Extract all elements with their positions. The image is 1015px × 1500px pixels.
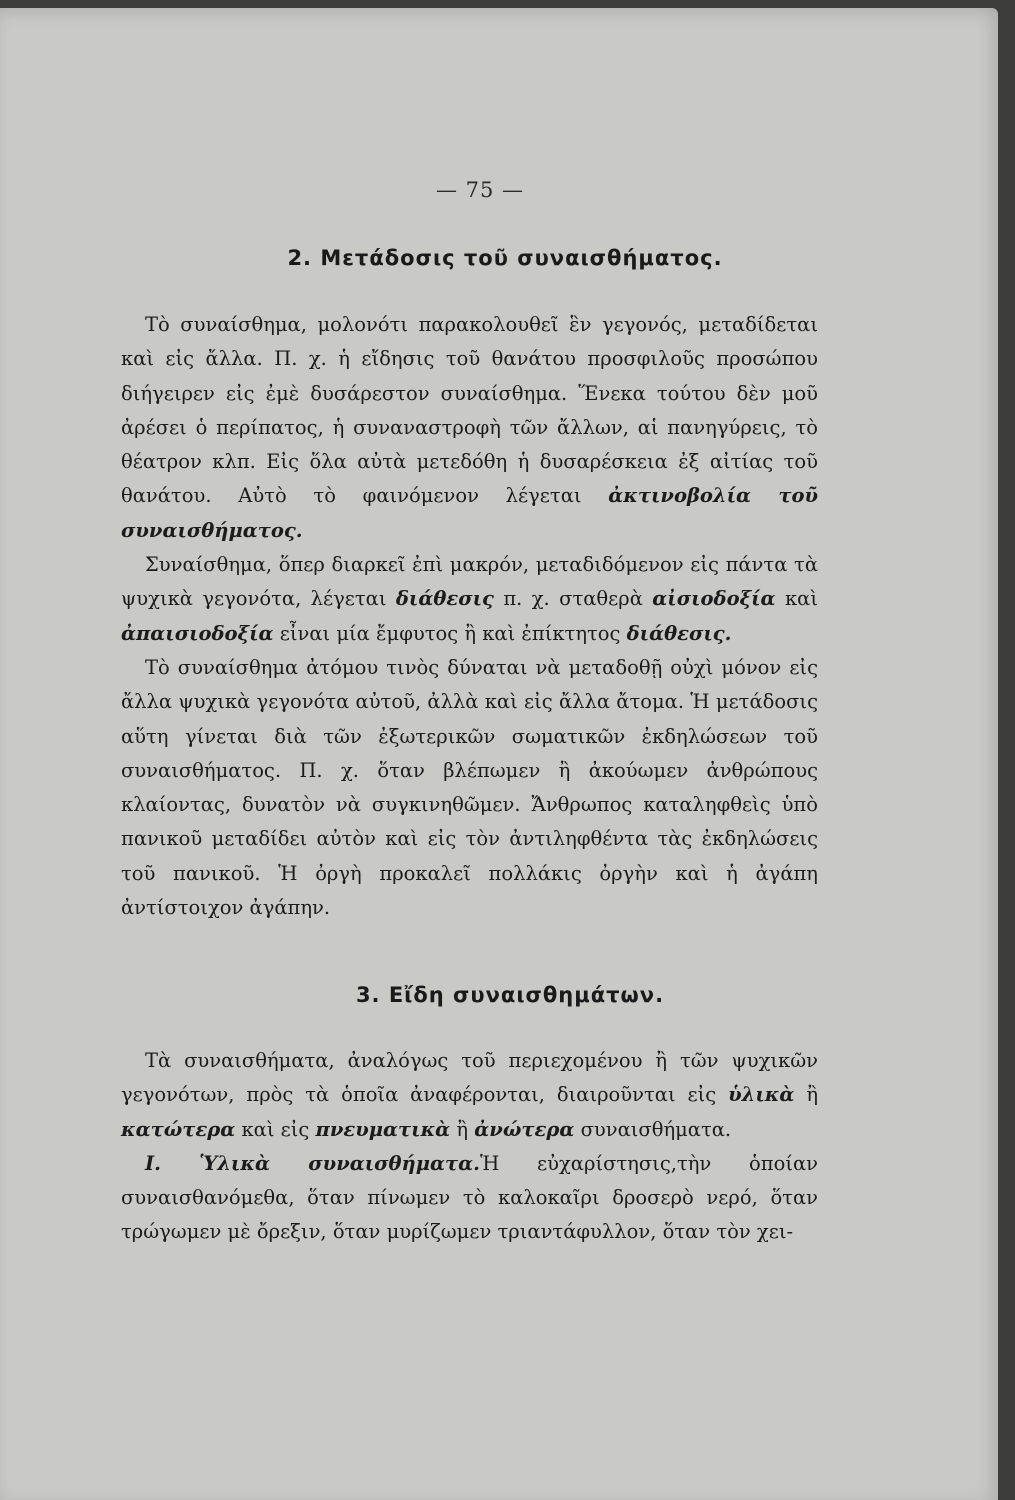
text-span: συναισθήματα. xyxy=(580,1117,732,1141)
paragraph xyxy=(121,308,818,548)
emphasized-term: ἀκτινοβολία τοῦ συναισθήματος. xyxy=(121,484,819,542)
subsection-label: I. Ὑλικὰ συναισθήματα. xyxy=(145,1151,480,1175)
text-span: ἢ xyxy=(456,1117,469,1141)
book-page xyxy=(0,8,998,1500)
paragraph xyxy=(121,1044,818,1147)
emphasized-term: διάθεσις. xyxy=(626,621,732,645)
page-number: — 75 — xyxy=(435,178,525,202)
paragraph: Τὸ συναίσθημα ἀτόμου τινὸς δύναται νὰ μεταδοθῇ οὐχὶ μόνον εἰς ἄλλα ψυχικὰ γεγονότα αὐτοῦ, ἀλλὰ καὶ εἰς ἄλλα ἄτομα. Ἡ μετάδοσις αὕτη γίνεται διὰ τῶν ἐξωτερικῶν σωματικῶν ἐκδηλώσεων τοῦ συναισθήματος. Π. χ. ὅταν βλέπωμεν ἢ ἀκούωμεν ἀνθρώπους κλαίοντας, δυνατὸν νὰ συγκινηθῶμεν. Ἄνθρωπος καταληφθεὶς ὑπὸ πανικοῦ μεταδίδει αὐτὸν καὶ εἰς τὸν ἀντιληφθέντα τὰς ἐκδηλώσεις τοῦ πανικοῦ. Ἡ ὀργὴ προκαλεῖ πολλάκις ὀργὴν καὶ ἡ ἀγάπη ἀντίστοιχον ἀγάπην. xyxy=(121,655,818,920)
text-span: Ἡ εὐχαρίστησις,τὴν ὁποίαν συναισθανόμεθα, ὅταν πίνωμεν τὸ καλοκαῖρι δροσερὸ νερό, ὅταν τρώγωμεν μὲ ὄρεξιν, ὅταν μυρίζωμεν τριαντάφυλλον, ὅταν τὸν χει- xyxy=(121,1151,818,1244)
text-span: εἶναι μία ἔμφυτος ἢ καὶ ἐπίκτητος xyxy=(279,621,621,645)
text-span: Τὰ συναισθήματα, ἀναλόγως τοῦ περιεχομένου ἢ τῶν ψυχικῶν γεγονότων, πρὸς τὰ ὁποῖα ἀναφέρονται, διαιροῦνται εἰς xyxy=(121,1049,818,1107)
paragraph xyxy=(121,1147,818,1250)
text-span: Συναίσθημα, ὅπερ διαρκεῖ ἐπὶ μακρόν, μεταδιδόμενον εἰς πάντα τὰ ψυχικὰ γεγονότα, λέγεται xyxy=(121,553,818,611)
emphasized-term: ἀπαισιοδοξία xyxy=(121,621,274,645)
emphasized-term: αἰσιοδοξία xyxy=(652,587,776,611)
emphasized-term: ἀνώτερα xyxy=(474,1117,575,1141)
section-3-body xyxy=(121,1044,818,1250)
emphasized-term: πνευματικὰ xyxy=(315,1117,451,1141)
emphasized-term: ὑλικὰ xyxy=(728,1083,795,1107)
section-2-heading: 2. Μετάδοσις τοῦ συναισθήματος. xyxy=(287,246,723,270)
emphasized-term: κατώτερα xyxy=(121,1117,236,1141)
text-span: π. χ. σταθερὰ xyxy=(503,587,643,611)
section-2-body xyxy=(121,308,818,925)
paragraph xyxy=(121,548,818,651)
section-3-heading: 3. Εἴδη συναισθημάτων. xyxy=(355,983,665,1007)
text-span: καὶ εἰς xyxy=(241,1117,310,1141)
text-span: ἢ xyxy=(806,1083,818,1107)
emphasized-term: διάθεσις xyxy=(395,587,494,611)
text-span: Τὸ συναίσθημα, μολονότι παρακολουθεῖ ἓν γεγονός, μεταδίδεται καὶ εἰς ἄλλα. Π. χ. ἡ εἴδησις τοῦ θανάτου προσφιλοῦς προσώπου διήγειρεν εἰς ἐμὲ δυσάρεστον συναίσθημα. Ἕνεκα τούτου δὲν μοῦ ἀρέσει ὁ περίπατος, ἡ συναναστροφὴ τῶν ἄλλων, αἱ πανηγύρεις, τὸ θέατρον κλπ. Εἰς ὅλα αὐτὰ μετεδόθη ἡ δυσαρέσκεια ἐξ αἰτίας τοῦ θανάτου. Αὐτὸ τὸ φαινόμενον λέγεται xyxy=(121,313,818,508)
text-span: καὶ xyxy=(784,587,818,611)
